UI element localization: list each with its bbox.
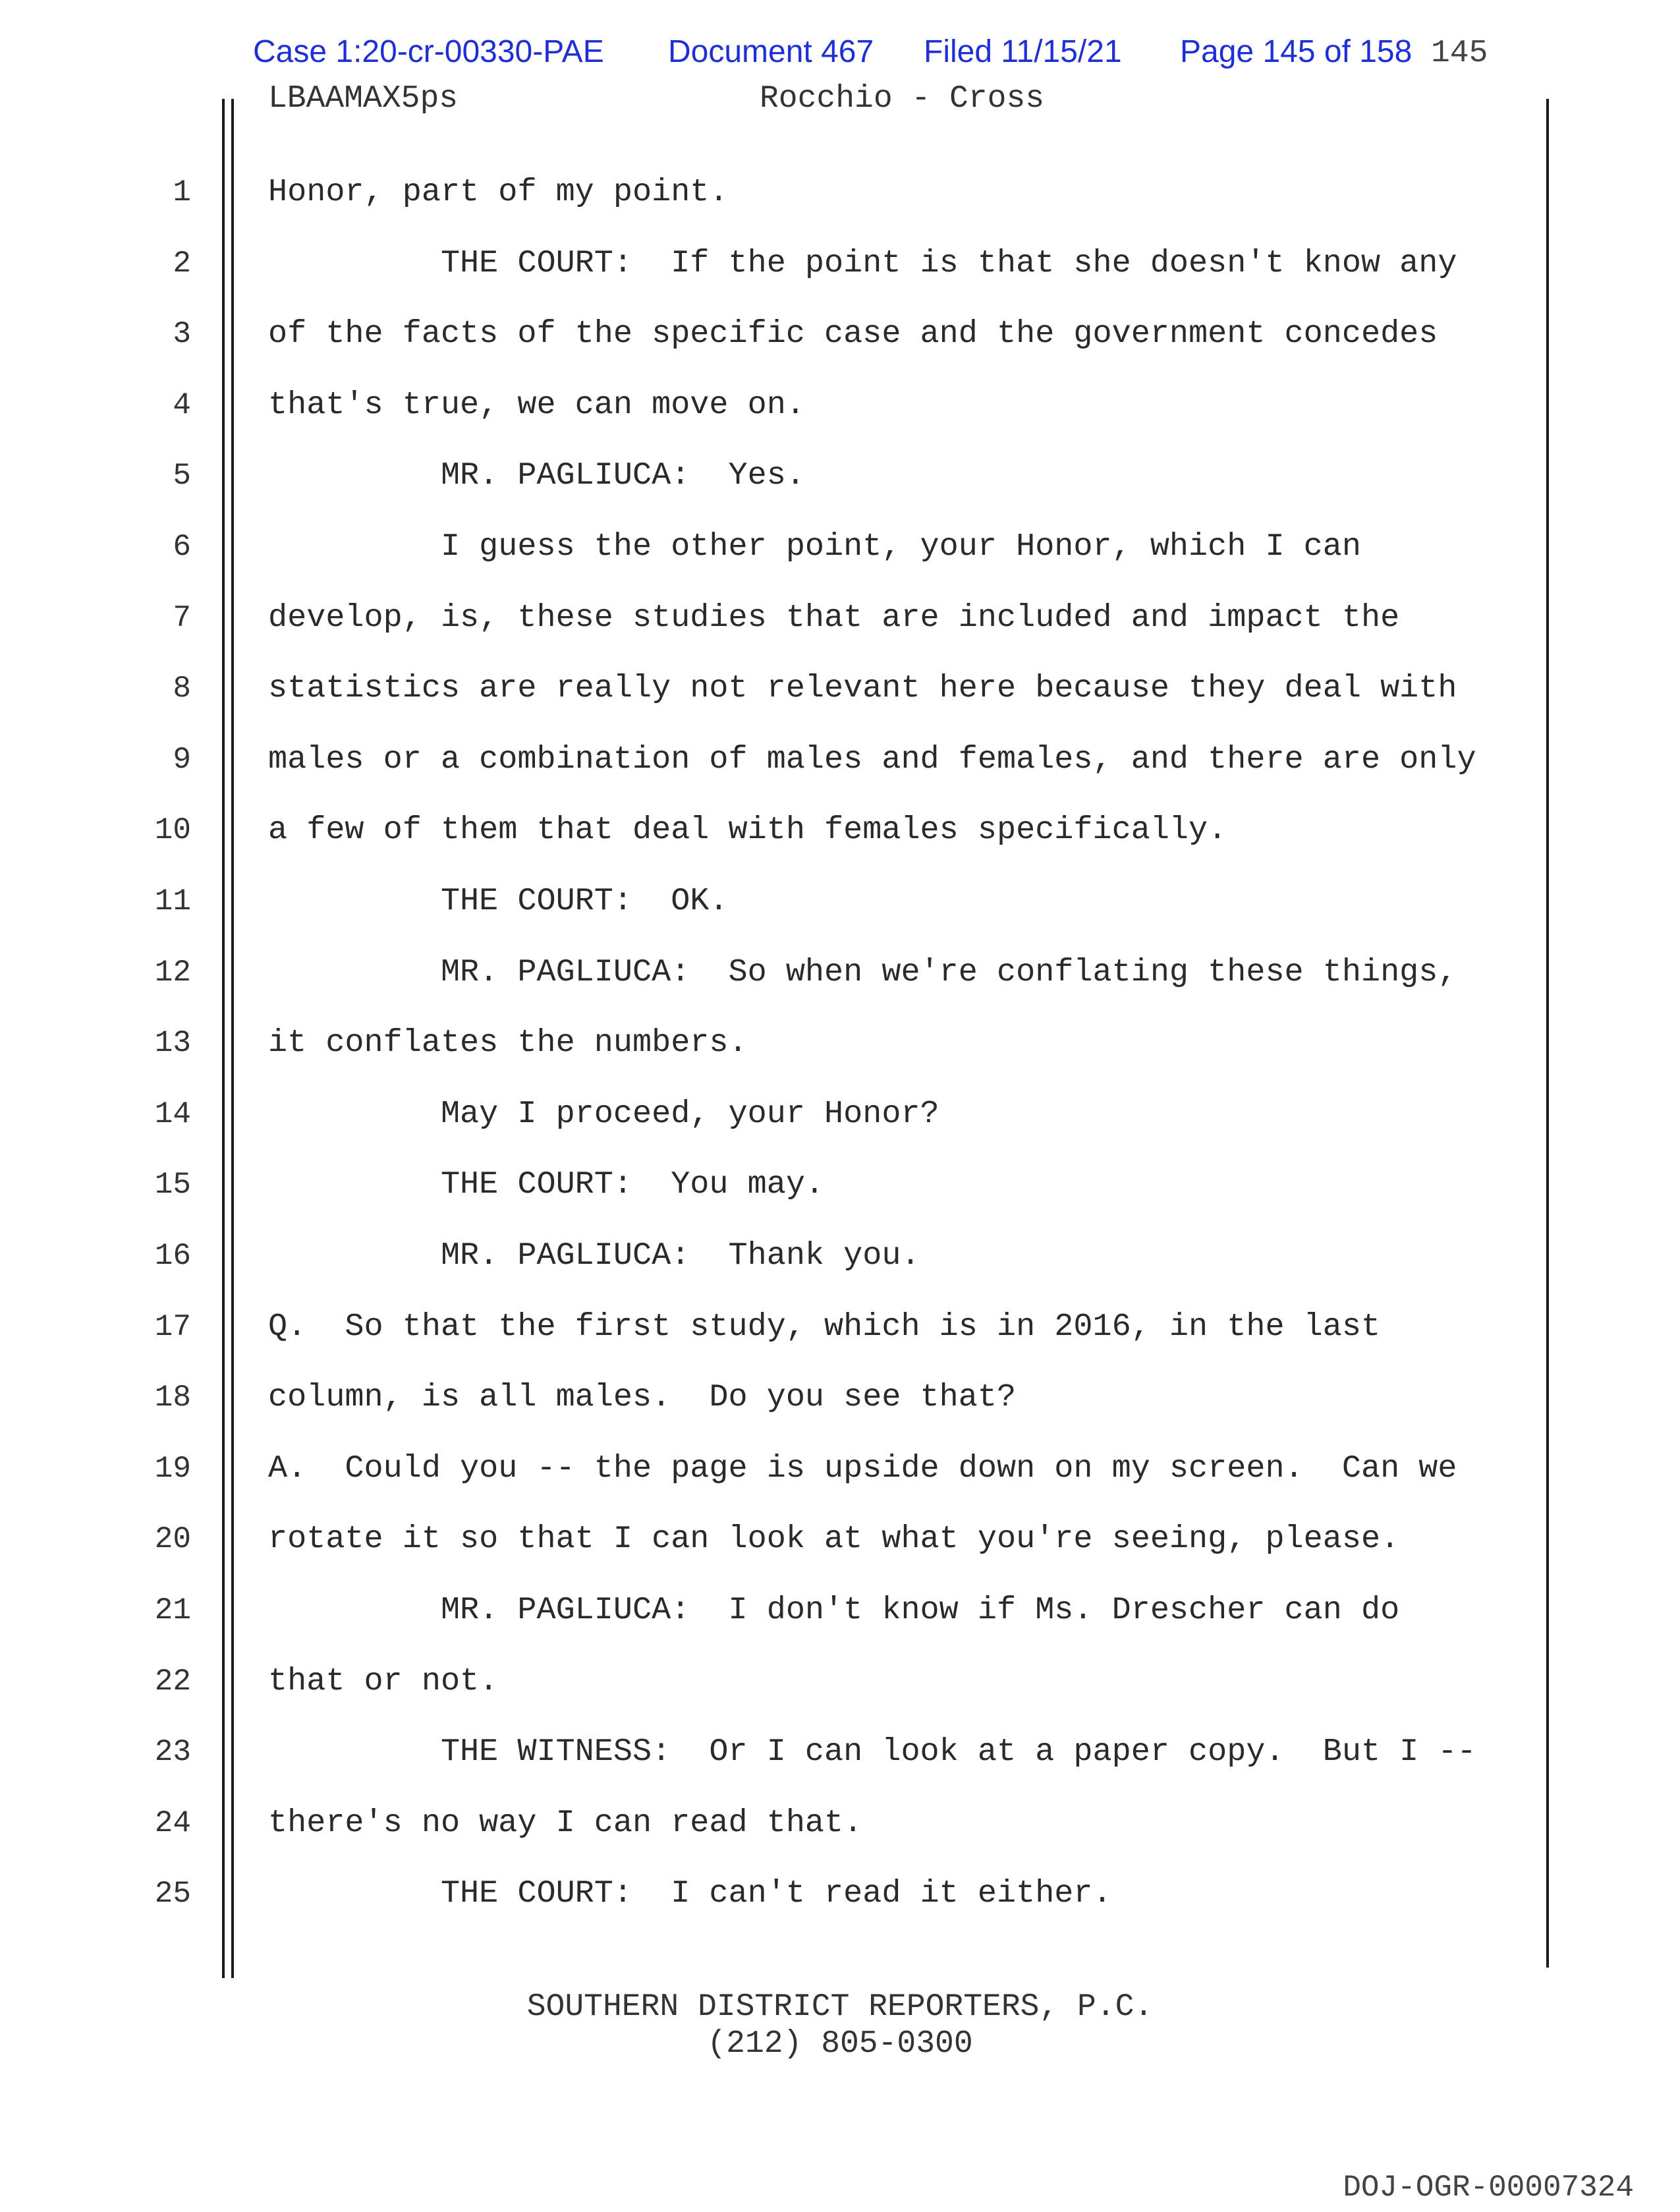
line-number: 18 bbox=[154, 1380, 191, 1415]
section-title: Rocchio - Cross bbox=[760, 81, 1045, 117]
line-number: 14 bbox=[154, 1097, 191, 1131]
transcript-line: statistics are really not relevant here because they deal with bbox=[268, 670, 1457, 706]
transcript-line: of the facts of the specific case and the government concedes bbox=[268, 316, 1438, 352]
line-number: 7 bbox=[173, 601, 191, 635]
line-number: 2 bbox=[173, 246, 191, 281]
reporter-phone: (212) 805-0300 bbox=[707, 2026, 973, 2062]
page-of-total: Page 145 of 158 bbox=[1180, 34, 1413, 69]
transcript-line: MR. PAGLIUCA: Yes. bbox=[268, 457, 805, 494]
transcript-line: THE COURT: If the point is that she doesn't know any bbox=[268, 245, 1457, 281]
right-margin-rule bbox=[1546, 99, 1549, 1968]
transcript-line: MR. PAGLIUCA: Thank you. bbox=[268, 1237, 920, 1274]
transcript-line: that's true, we can move on. bbox=[268, 387, 805, 423]
line-number: 6 bbox=[173, 530, 191, 564]
transcript-line: a few of them that deal with females specifically. bbox=[268, 812, 1227, 848]
document-number: Document 467 bbox=[668, 34, 874, 69]
line-number: 11 bbox=[154, 884, 191, 919]
line-number: 10 bbox=[154, 813, 191, 847]
transcript-line: THE WITNESS: Or I can look at a paper copy. But I -- bbox=[268, 1734, 1476, 1770]
transcript-line: rotate it so that I can look at what you're seeing, please. bbox=[268, 1521, 1400, 1557]
transcript-line: develop, is, these studies that are included and impact the bbox=[268, 600, 1400, 636]
line-number: 5 bbox=[173, 459, 191, 493]
transcript-line: Honor, part of my point. bbox=[268, 174, 729, 210]
transcript-line: MR. PAGLIUCA: I don't know if Ms. Drescher can do bbox=[268, 1592, 1400, 1628]
transcript-line: males or a combination of males and females, and there are only bbox=[268, 741, 1476, 778]
transcript-id: LBAAMAX5ps bbox=[268, 81, 459, 117]
line-number: 15 bbox=[154, 1168, 191, 1202]
line-number: 4 bbox=[173, 388, 191, 422]
line-number: 12 bbox=[154, 955, 191, 990]
case-number: Case 1:20-cr-00330-PAE bbox=[253, 34, 604, 69]
transcript-line: that or not. bbox=[268, 1663, 499, 1699]
transcript-line: I guess the other point, your Honor, which I can bbox=[268, 528, 1361, 565]
line-number: 17 bbox=[154, 1310, 191, 1344]
line-number: 24 bbox=[154, 1806, 191, 1840]
transcript-line: Q. So that the first study, which is in 2016, in the last bbox=[268, 1309, 1381, 1345]
transcript-line: A. Could you -- the page is upside down on my screen. Can we bbox=[268, 1450, 1457, 1487]
transcript-line: there's no way I can read that. bbox=[268, 1805, 863, 1841]
line-number: 9 bbox=[173, 743, 191, 777]
bates-number: DOJ-OGR-00007324 bbox=[1343, 2170, 1634, 2205]
transcript-line: THE COURT: I can't read it either. bbox=[268, 1875, 1112, 1912]
left-margin-rule-inner bbox=[231, 99, 234, 1978]
line-number: 22 bbox=[154, 1664, 191, 1699]
line-number: 1 bbox=[173, 175, 191, 210]
line-number: 19 bbox=[154, 1452, 191, 1486]
line-number: 8 bbox=[173, 671, 191, 706]
transcript-line: THE COURT: You may. bbox=[268, 1166, 825, 1203]
left-margin-rule-outer bbox=[222, 99, 225, 1978]
transcript-line: May I proceed, your Honor? bbox=[268, 1096, 939, 1132]
transcript-line: column, is all males. Do you see that? bbox=[268, 1379, 1017, 1415]
line-number: 16 bbox=[154, 1239, 191, 1273]
transcript-line: it conflates the numbers. bbox=[268, 1025, 748, 1061]
transcript-line: THE COURT: OK. bbox=[268, 883, 729, 919]
line-number: 21 bbox=[154, 1593, 191, 1628]
line-number: 25 bbox=[154, 1877, 191, 1911]
line-number: 23 bbox=[154, 1735, 191, 1769]
filed-date: Filed 11/15/21 bbox=[924, 34, 1122, 69]
transcript-line: MR. PAGLIUCA: So when we're conflating these things, bbox=[268, 954, 1457, 990]
reporter-name: SOUTHERN DISTRICT REPORTERS, P.C. bbox=[526, 1989, 1154, 2025]
page-number: 145 bbox=[1431, 36, 1488, 71]
line-number: 13 bbox=[154, 1026, 191, 1060]
line-number: 20 bbox=[154, 1522, 191, 1556]
line-number: 3 bbox=[173, 317, 191, 351]
